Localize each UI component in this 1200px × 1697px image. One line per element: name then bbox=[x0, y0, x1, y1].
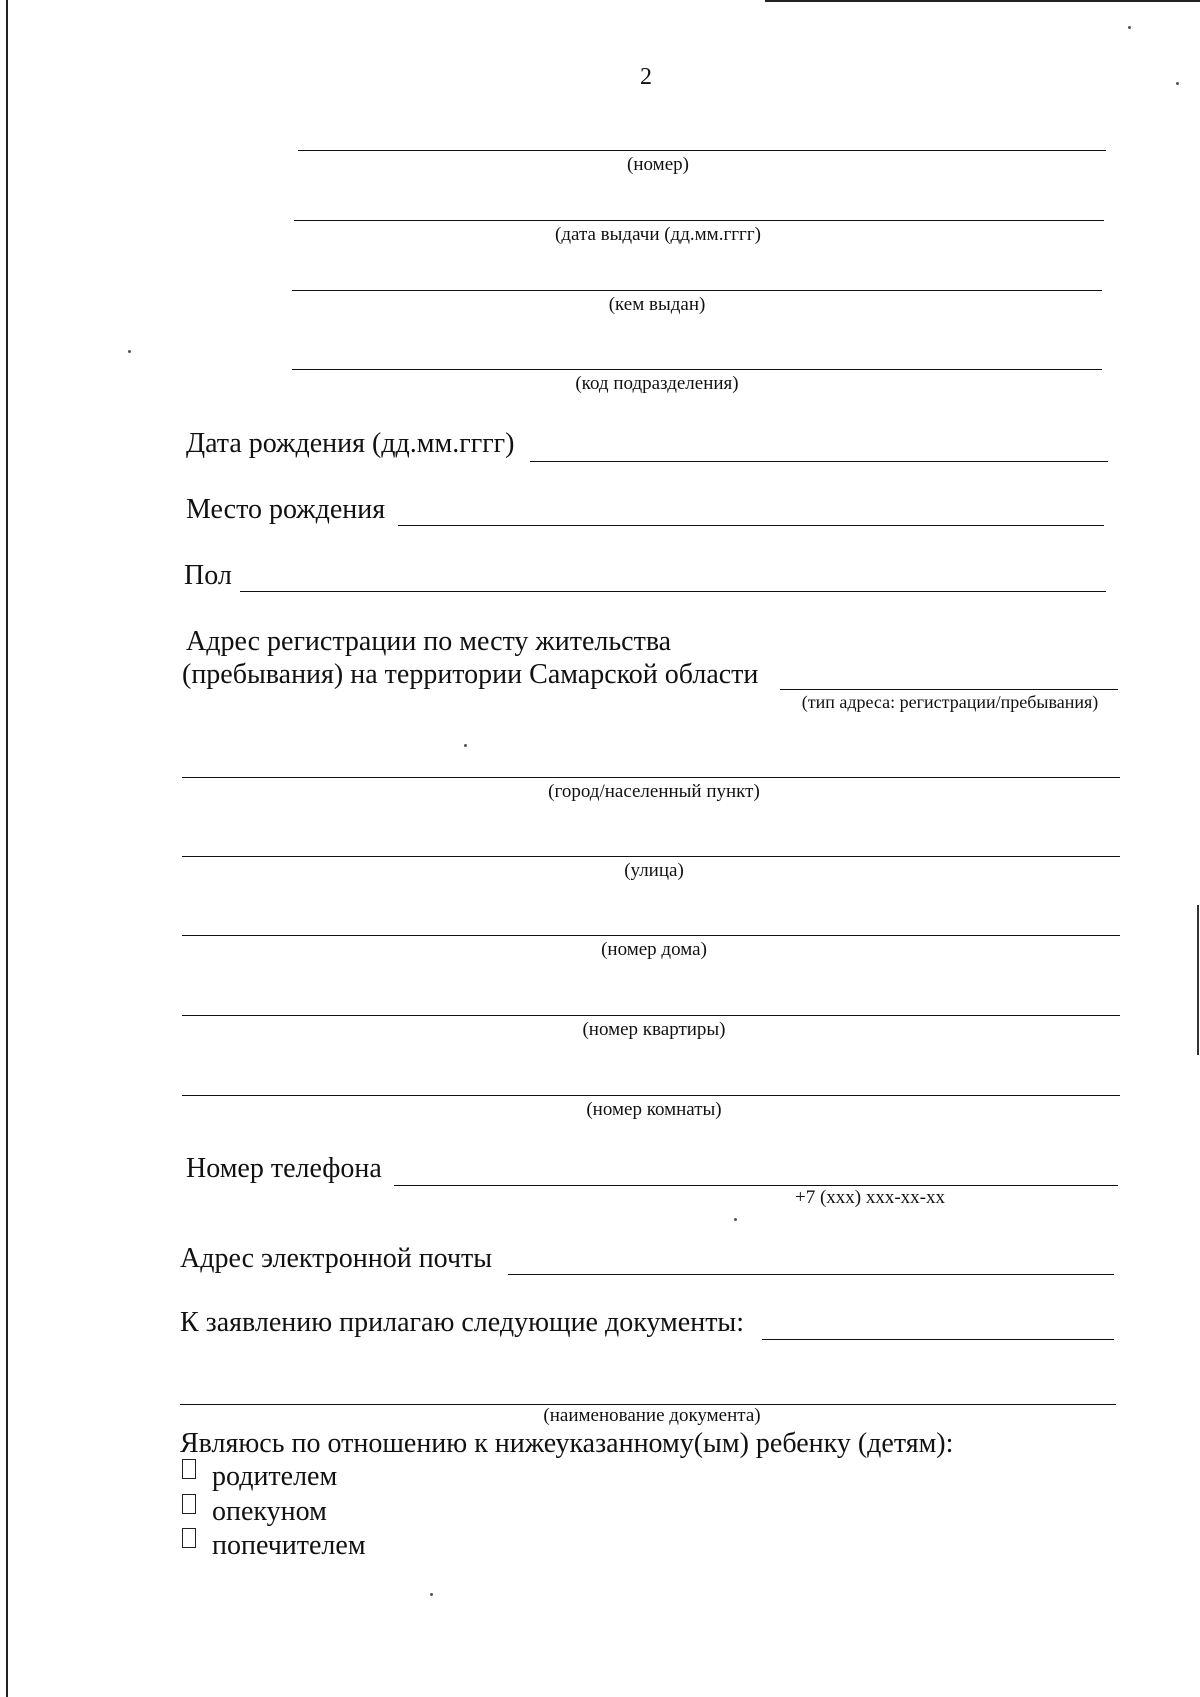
trustee-option-label: попечителем bbox=[212, 1530, 366, 1561]
scan-speck bbox=[1176, 82, 1179, 85]
page-number: 2 bbox=[640, 64, 652, 90]
division-code-caption: (код подразделения) bbox=[575, 373, 739, 394]
address-type-line[interactable] bbox=[780, 689, 1118, 690]
phone-line[interactable] bbox=[394, 1185, 1118, 1186]
phone-label: Номер телефона bbox=[186, 1153, 382, 1184]
city-line[interactable] bbox=[182, 777, 1120, 778]
issued-by-line[interactable] bbox=[292, 290, 1102, 291]
guardian-checkbox[interactable] bbox=[182, 1494, 196, 1514]
parent-checkbox[interactable] bbox=[182, 1459, 196, 1479]
email-line[interactable] bbox=[508, 1274, 1114, 1275]
sex-label: Пол bbox=[184, 560, 232, 591]
division-code-line[interactable] bbox=[292, 369, 1102, 370]
room-line[interactable] bbox=[182, 1095, 1120, 1096]
relation-heading: Являюсь по отношению к нижеуказанному(ым) ребенку (детям): bbox=[180, 1428, 954, 1459]
street-caption: (улица) bbox=[624, 860, 684, 881]
birth-date-line[interactable] bbox=[530, 461, 1108, 462]
issued-by-caption: (кем выдан) bbox=[608, 294, 706, 315]
birth-date-label: Дата рождения (дд.мм.гггг) bbox=[186, 428, 515, 459]
house-caption: (номер дома) bbox=[601, 939, 707, 960]
apartment-line[interactable] bbox=[182, 1015, 1120, 1016]
birth-place-label: Место рождения bbox=[186, 494, 386, 525]
scan-edge-right bbox=[1197, 905, 1199, 1055]
issue-date-line[interactable] bbox=[294, 220, 1104, 221]
document-name-caption: (наименование документа) bbox=[543, 1405, 761, 1426]
email-label: Адрес электронной почты bbox=[180, 1243, 493, 1274]
scan-speck bbox=[430, 1593, 433, 1596]
issue-date-caption: (дата выдачи (дд.мм.гггг) bbox=[555, 224, 761, 245]
room-caption: (номер комнаты) bbox=[586, 1099, 722, 1120]
address-label-line2: (пребывания) на территории Самарской области bbox=[182, 659, 759, 690]
house-line[interactable] bbox=[182, 935, 1120, 936]
city-caption: (город/населенный пункт) bbox=[548, 781, 760, 802]
address-label-line1: Адрес регистрации по месту жительства bbox=[186, 626, 672, 657]
scan-speck bbox=[464, 744, 467, 747]
parent-option-label: родителем bbox=[212, 1461, 338, 1492]
birth-place-line[interactable] bbox=[398, 525, 1104, 526]
trustee-checkbox[interactable] bbox=[182, 1528, 196, 1548]
phone-format-hint: +7 (ххх) ххх-хх-хх bbox=[794, 1187, 946, 1208]
apartment-caption: (номер квартиры) bbox=[582, 1019, 726, 1040]
passport-number-line[interactable] bbox=[298, 150, 1106, 151]
documents-label: К заявлению прилагаю следующие документы: bbox=[180, 1307, 745, 1338]
sex-line[interactable] bbox=[240, 591, 1106, 592]
guardian-option-label: опекуном bbox=[212, 1496, 327, 1527]
address-type-caption: (тип адреса: регистрации/пребывания) bbox=[801, 692, 1099, 712]
street-line[interactable] bbox=[182, 856, 1120, 857]
scan-edge-top bbox=[765, 0, 1200, 2]
scan-speck bbox=[1128, 26, 1131, 29]
passport-number-caption: (номер) bbox=[627, 154, 689, 175]
scan-speck bbox=[128, 350, 131, 353]
scan-speck bbox=[734, 1218, 737, 1221]
scan-edge-left bbox=[6, 0, 8, 1697]
documents-line[interactable] bbox=[762, 1339, 1114, 1340]
